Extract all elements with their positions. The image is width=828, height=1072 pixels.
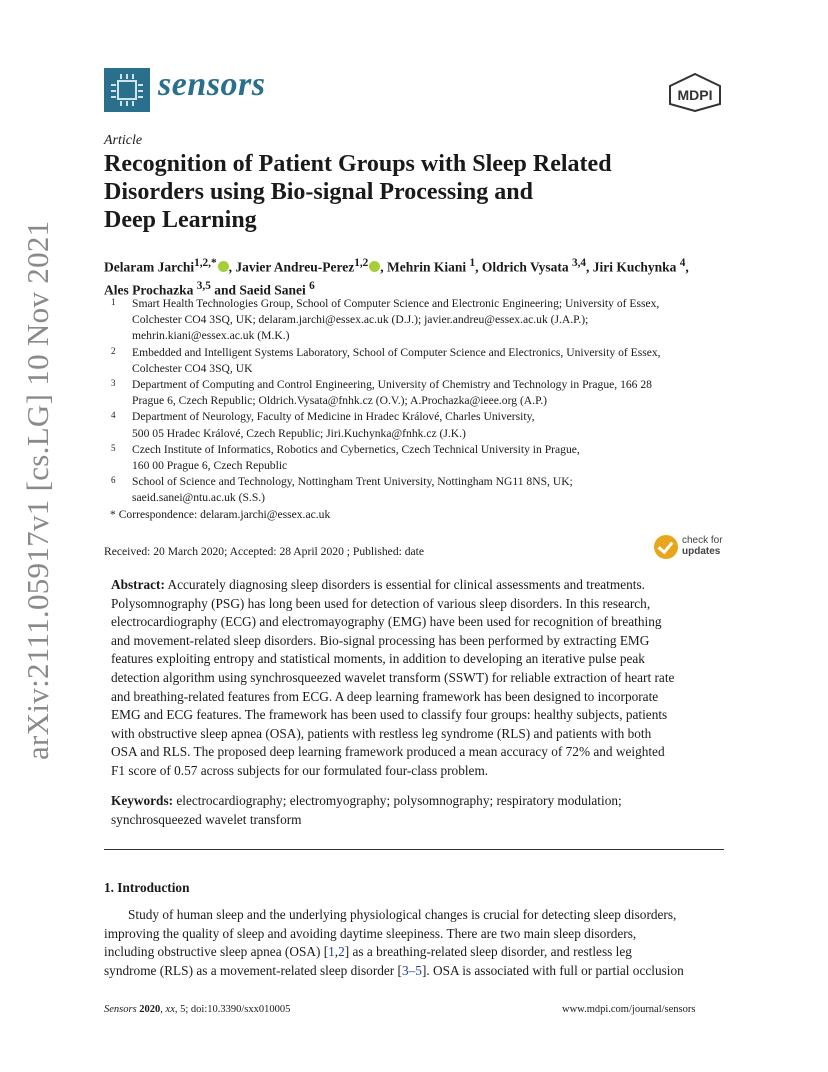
footer-citation: Sensors 2020, xx, 5; doi:10.3390/sxx010005 xyxy=(104,1004,291,1015)
check-for-updates-badge[interactable]: check for updates xyxy=(654,535,734,561)
orcid-icon[interactable] xyxy=(218,261,229,272)
affiliation-item: 4 Department of Neurology, Faculty of Medicine in Hradec Králové, Charles University, 500 05 Hradec Králové, Czech Republic; Jiri.Kuchynka@fnhk.cz (J.K.) xyxy=(111,410,535,440)
title-line: Disorders using Bio-signal Processing and xyxy=(104,179,533,205)
affiliation-item: 6 School of Science and Technology, Nottingham Trent University, Nottingham NG11 8NS, UK; saeid.sanei@ntu.ac.uk (S.S.) xyxy=(111,475,573,505)
publisher-logo-text: MDPI xyxy=(677,87,713,103)
keywords: Keywords: electrocardiography; electromyography; polysomnography; respiratory modulation; synchrosqueezed wavelet transform xyxy=(111,793,622,827)
chip-icon xyxy=(104,68,150,112)
section-divider xyxy=(104,849,724,850)
footer-url[interactable]: www.mdpi.com/journal/sensors xyxy=(562,1004,696,1015)
journal-name: sensors xyxy=(158,66,266,103)
affiliation-item: 5 Czech Institute of Informatics, Robotics and Cybernetics, Czech Technical University in Prague, 160 00 Prague 6, Czech Republic xyxy=(111,442,580,473)
mdpi-logo xyxy=(666,72,724,112)
introduction-text: Study of human sleep and the underlying physiological changes is crucial for detecting sleep disorders, improving the quality of sleep and avoiding daytime sleepiness. There are two main sleep disorders, including obstructive sleep apnea (OSA) [1,2] as a breathing-related sleep disorder, and restless leg syndrome (RLS) as a movement-related sleep disorder [3–5]. OSA is associated with full or partial occlusion xyxy=(104,907,684,978)
abstract: Abstract: Accurately diagnosing sleep disorders is essential for clinical assessments and treatments. Polysomnography (PSG) has long been used for detection of various sleep disorders. In this research, electrocardiography (ECG) and electromayography (EMG) have been used for recognition of breathing and movement-related sleep disorders. Bio-signal processing has been performed by extracting EMG features exploiting entropy and statistical moments, in addition to developing an iterative pulse peak detection algorithm using synchrosqueezed wavelet transform (SSWT) for reliable extraction of heart rate and breathing-related features from ECG. A deep learning framework has been designed to incorporate EMG and ECG features. The framework has been used to classify four groups: healthy subjects, patients with obstructive sleep apnea (OSA), patients with restless leg syndrome (RLS) and patients with both OSA and RLS. The proposed deep learning framework produced a mean accuracy of 72% and weighted F1 score of 0.57 across subjects for our formulated four-class problem. xyxy=(111,577,675,778)
paper-title xyxy=(104,150,704,234)
affiliations xyxy=(104,296,734,523)
affiliation-item: 2 Embedded and Intelligent Systems Laboratory, School of Computer Science and Electronics, University of Essex, Colchester CO4 3SQ, UK xyxy=(111,345,661,375)
publication-dates: Received: 20 March 2020; Accepted: 28 April 2020 ; Published: date xyxy=(104,545,425,558)
abstract-label: Abstract: xyxy=(111,577,165,592)
author-name: Ales Prochazka xyxy=(104,282,194,297)
affiliation-item: 3 Department of Computing and Control Engineering, University of Chemistry and Technology in Prague, 166 28 Prague 6, Czech Republic; Oldrich.Vysata@fnhk.cz (O.V.); A.Prochazka@ieee.org (A.P.) xyxy=(111,378,652,408)
checkmark-icon xyxy=(654,535,678,559)
citation-link[interactable]: 3–5 xyxy=(401,962,422,978)
author-name: Oldrich Vysata xyxy=(481,259,569,275)
author-name: Jiri Kuchynka xyxy=(592,259,677,275)
title-line: Deep Learning xyxy=(104,207,257,233)
title-line: Recognition of Patient Groups with Sleep Related xyxy=(104,151,612,177)
author-name: Delaram Jarchi xyxy=(104,259,195,275)
arxiv-identifier-stamp: arXiv:2111.05917v1 [cs.LG] 10 Nov 2021 xyxy=(20,220,55,760)
keywords-label: Keywords: xyxy=(111,793,174,808)
section-heading: 1. Introduction xyxy=(104,880,190,895)
citation-link[interactable]: 2 xyxy=(338,944,345,960)
affiliation-item: 1 Smart Health Technologies Group, School of Computer Science and Electronic Engineering; University of Essex, Colchester CO4 3SQ, UK; delaram.jarchi@essex.ac.uk (D.J.); javier.andreu@essex.ac.uk (J.A.P.); mehrin.kiani@essex.ac.uk (M.K.) xyxy=(111,297,660,343)
citation-link[interactable]: 1 xyxy=(328,944,335,960)
author-list: Delaram Jarchi$^{1,2,*}$ , Javier Andreu-Perez$^{1,2}$ , Mehrin Kiani $^1$, Oldrich Vysata $^{3,4}$, Jiri Kuchynka $^4$, Ales Prochazka $^{3,5}$ and Saeid Sanei $^6$ xyxy=(104,257,689,297)
author-name: Mehrin Kiani xyxy=(387,259,467,275)
article-type: Article xyxy=(104,133,143,148)
author-name: Javier Andreu-Perez xyxy=(235,259,355,275)
author-name: Saeid Sanei xyxy=(239,282,306,297)
orcid-icon[interactable] xyxy=(369,261,380,272)
correspondence: * Correspondence: delaram.jarchi@essex.ac.uk xyxy=(110,507,331,521)
